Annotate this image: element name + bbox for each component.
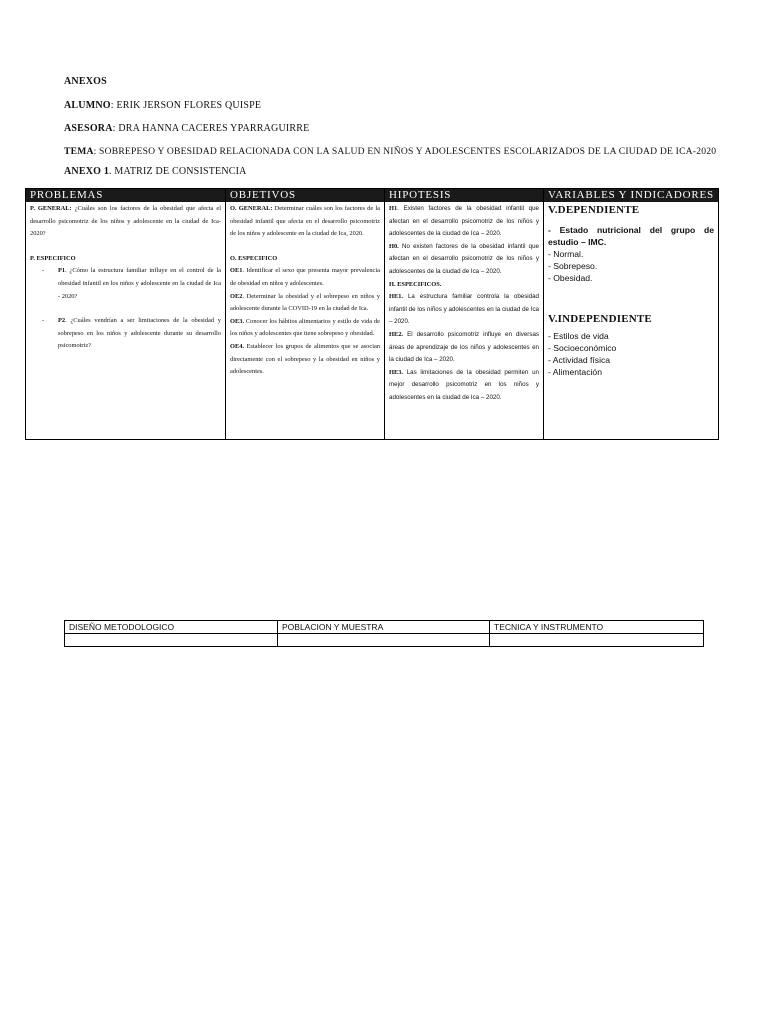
specific-objective: OE2. Determinar la obesidad y el sobrepeso en niños y adolescente durante la COVID-19 en la ciudad de Ica.: [230, 292, 380, 313]
column-header-problemas: PROBLEMAS: [26, 189, 225, 202]
specific-problem-item: - P1. ¿Cómo la estructura familiar influye en el control de la obesidad infantil en los niños y adolescente en la ciudad de Ica - 2020?: [42, 267, 221, 300]
indicator-item: - Alimentación: [548, 367, 602, 377]
independent-variable-title: V.INDEPENDIENTE: [548, 313, 652, 325]
specific-problems-label: P. ESPECIFICO: [30, 254, 76, 262]
indicator-item: - Normal.: [548, 249, 584, 259]
specific-problem-item: - P2. ¿Cuáles vendrían a ser limitaciones de la obesidad y sobrepeso en los niños y adolescente durante su desarrollo psicomotriz?: [42, 317, 221, 350]
topic-label: TEMA: [64, 146, 94, 157]
annex-heading: ANEXOS: [64, 76, 107, 87]
indicator-item: - Actividad física: [548, 355, 611, 365]
student-label: ALUMNO: [64, 100, 111, 111]
annex-title: . MATRIZ DE CONSISTENCIA: [109, 166, 247, 177]
objetivos-content: [226, 202, 384, 379]
problemas-content: [26, 202, 225, 353]
independent-indicators: [548, 330, 714, 378]
header-cell-design: DISEÑO METODOLOGICO: [65, 621, 278, 634]
consistency-matrix: [25, 188, 719, 440]
indicator-item: - Estado nutricional del grupo de estudio – IMC.: [548, 225, 714, 247]
column-header-hipotesis: HIPOTESIS: [385, 189, 543, 202]
indicator-item: - Obesidad.: [548, 273, 593, 283]
dependent-indicators: [548, 224, 714, 284]
column-problemas: [26, 189, 226, 439]
specific-hypothesis: HE2. El desarrollo psicomotriz influye en diversas áreas de aprendizaje de los niños y adolescentes en la ciudad de Ica – 2020.: [389, 330, 539, 364]
annex-title-line: [64, 166, 247, 177]
table-cell: [490, 634, 704, 647]
general-objective: O. GENERAL: Determinar cuáles son los factores de la obesidad infantil que afecta en el desarrollo psicomotriz de los niños y adolescente en la ciudad de Ica, 2020.: [230, 205, 380, 238]
hipotesis-content: [385, 202, 543, 405]
dependent-variable-title: V.DEPENDIENTE: [548, 204, 640, 216]
indicator-item: - Estilos de vida: [548, 331, 609, 341]
variables-content: [544, 202, 718, 378]
advisor-name: : DRA HANNA CACERES YPARRAGUIRRE: [112, 123, 310, 134]
hypothesis: H1. Existen factores de la obesidad infantil que afectan en el desarrollo psicomotriz de los niños y adolescentes de la ciudad de Ica – 2020.: [389, 205, 539, 238]
specific-objective: OE3. Conocer los hábitos alimentarios y estilo de vida de los niños y adolescentes que tiene sobrepeso y obesidad.: [230, 317, 380, 338]
header-cell-technique: TECNICA Y INSTRUMENTO: [490, 621, 704, 634]
methodology-table: [64, 620, 704, 647]
column-objetivos: [226, 189, 385, 439]
specific-objectives-label: O. ESPECIFICO: [230, 254, 278, 262]
specific-hypothesis: HE3. Las limitaciones de la obesidad permiten un mejor desarrollo psicomotriz en los niños y adolescentes en la ciudad de Ica – 2020.: [389, 368, 539, 401]
annex-label: ANEXO 1: [64, 166, 110, 177]
topic-line: [64, 146, 716, 157]
advisor-label: ASESORA: [64, 123, 113, 134]
specific-objective: OE1. Identificar el sexo que presenta mayor prevalencia de obesidad en niños y adolescentes.: [230, 267, 380, 287]
specific-hypotheses-label: H. ESPECIFICOS.: [389, 280, 442, 288]
column-hipotesis: [385, 189, 544, 439]
column-variables: [544, 189, 718, 439]
general-problem: P. GENERAL: ¿Cuáles son los factores de la obesidad que afecta el desarrollo psicomotriz de los niños y adolescente en la ciudad de Ica- 2020?: [30, 205, 221, 238]
advisor-line: [64, 123, 309, 134]
specific-objective: OE4. Establecer los grupos de alimentos que se asocian directamente con el sobrepeso y la obesidad en niños y adolescentes.: [230, 342, 380, 376]
specific-hypothesis: HE1. La estructura familiar controla la obesidad infantil de los niños y adolescentes en la ciudad de Ica – 2020.: [389, 293, 539, 326]
table-row: [65, 634, 704, 647]
indicator-item: - Sobrepeso.: [548, 261, 598, 271]
header-cell-population: POBLACION Y MUESTRA: [278, 621, 490, 634]
column-header-objetivos: OBJETIVOS: [226, 189, 384, 202]
student-line: [64, 100, 261, 111]
table-cell: [65, 634, 278, 647]
table-header-row: [65, 621, 704, 634]
column-header-variables: VARIABLES Y INDICADORES: [544, 189, 718, 202]
hypothesis: H0. No existen factores de la obesidad infantil que afectan en el desarrollo psicomotriz de los niños y adolescentes de la ciudad de Ica – 2020.: [389, 242, 539, 275]
student-name: : ERIK JERSON FLORES QUISPE: [110, 100, 262, 111]
table-cell: [278, 634, 490, 647]
topic-text: : SOBREPESO Y OBESIDAD RELACIONADA CON LA SALUD EN NIÑOS Y ADOLESCENTES ESCOLARIZADOS DE LA CIUDAD DE ICA-2020: [93, 146, 717, 157]
indicator-item: - Socioeconómico: [548, 343, 617, 353]
